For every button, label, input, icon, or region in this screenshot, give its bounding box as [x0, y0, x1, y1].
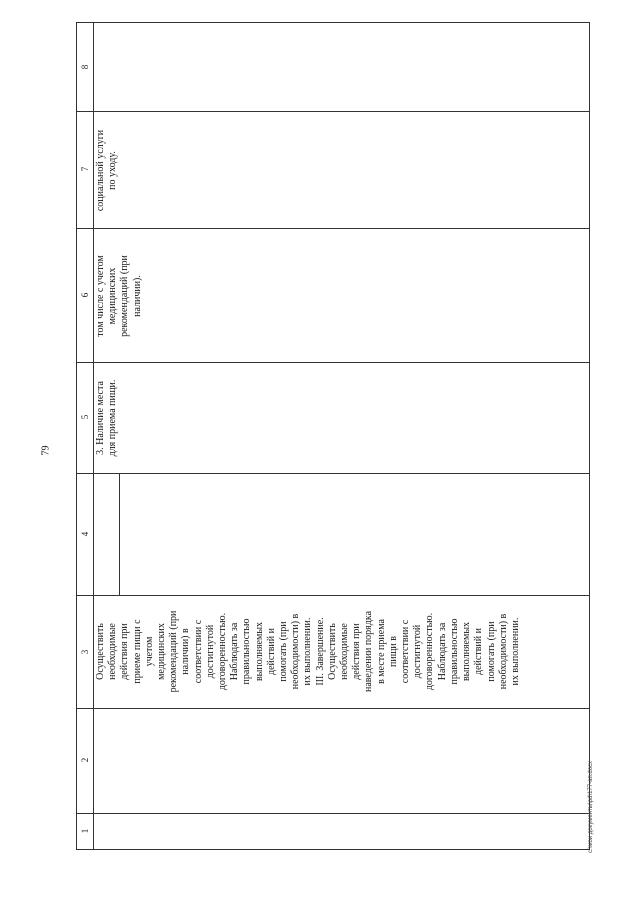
cell-col6-text: том числе с учетом медицинских рекомендаций (при наличии).	[95, 255, 143, 337]
col-number-2: 2	[80, 757, 90, 763]
col-number-1: 1	[80, 828, 90, 834]
col-divider-5-4	[77, 473, 589, 474]
header-divider	[93, 23, 94, 849]
col-divider-7-6	[77, 228, 589, 229]
col-divider-3-2	[77, 708, 589, 709]
cell-col3-text: Осуществить необходимые действия при приеме пищи с учетом медицинских рекомендаций (при наличии) в соответствии с достигнутой договоренностью. Наблюдать за правильностью выполняемых действий и помогать (при необходимости) в их выполнении. III. Завершение. Осуществить необходимые действия при наведении порядка в месте приема пищи в соответствии с достигнутой договоренностью. Наблюдать за правильностью выполняемых действий и помогать (при необходимости) в их выполнении.	[95, 610, 521, 693]
col-number-3: 3	[80, 649, 90, 655]
cell-col7-text: социальной услуги по уходу.	[95, 129, 119, 212]
col-divider-6-5	[77, 362, 589, 363]
col-number-5: 5	[80, 414, 90, 420]
col-number-7: 7	[80, 166, 90, 172]
document-path-footer: c:\мои документы\pd\177-ап.docx	[588, 760, 594, 853]
col-number-6: 6	[80, 292, 90, 298]
page-number: 79	[40, 445, 52, 456]
col4-inner-divider	[119, 473, 120, 595]
col-number-4: 4	[80, 531, 90, 537]
service-table	[76, 22, 590, 850]
col-divider-8-7	[77, 111, 589, 112]
cell-col5-text: 3. Наличие места для приема пищи.	[95, 379, 119, 457]
col-divider-2-1	[77, 813, 589, 814]
col-number-8: 8	[80, 64, 90, 70]
